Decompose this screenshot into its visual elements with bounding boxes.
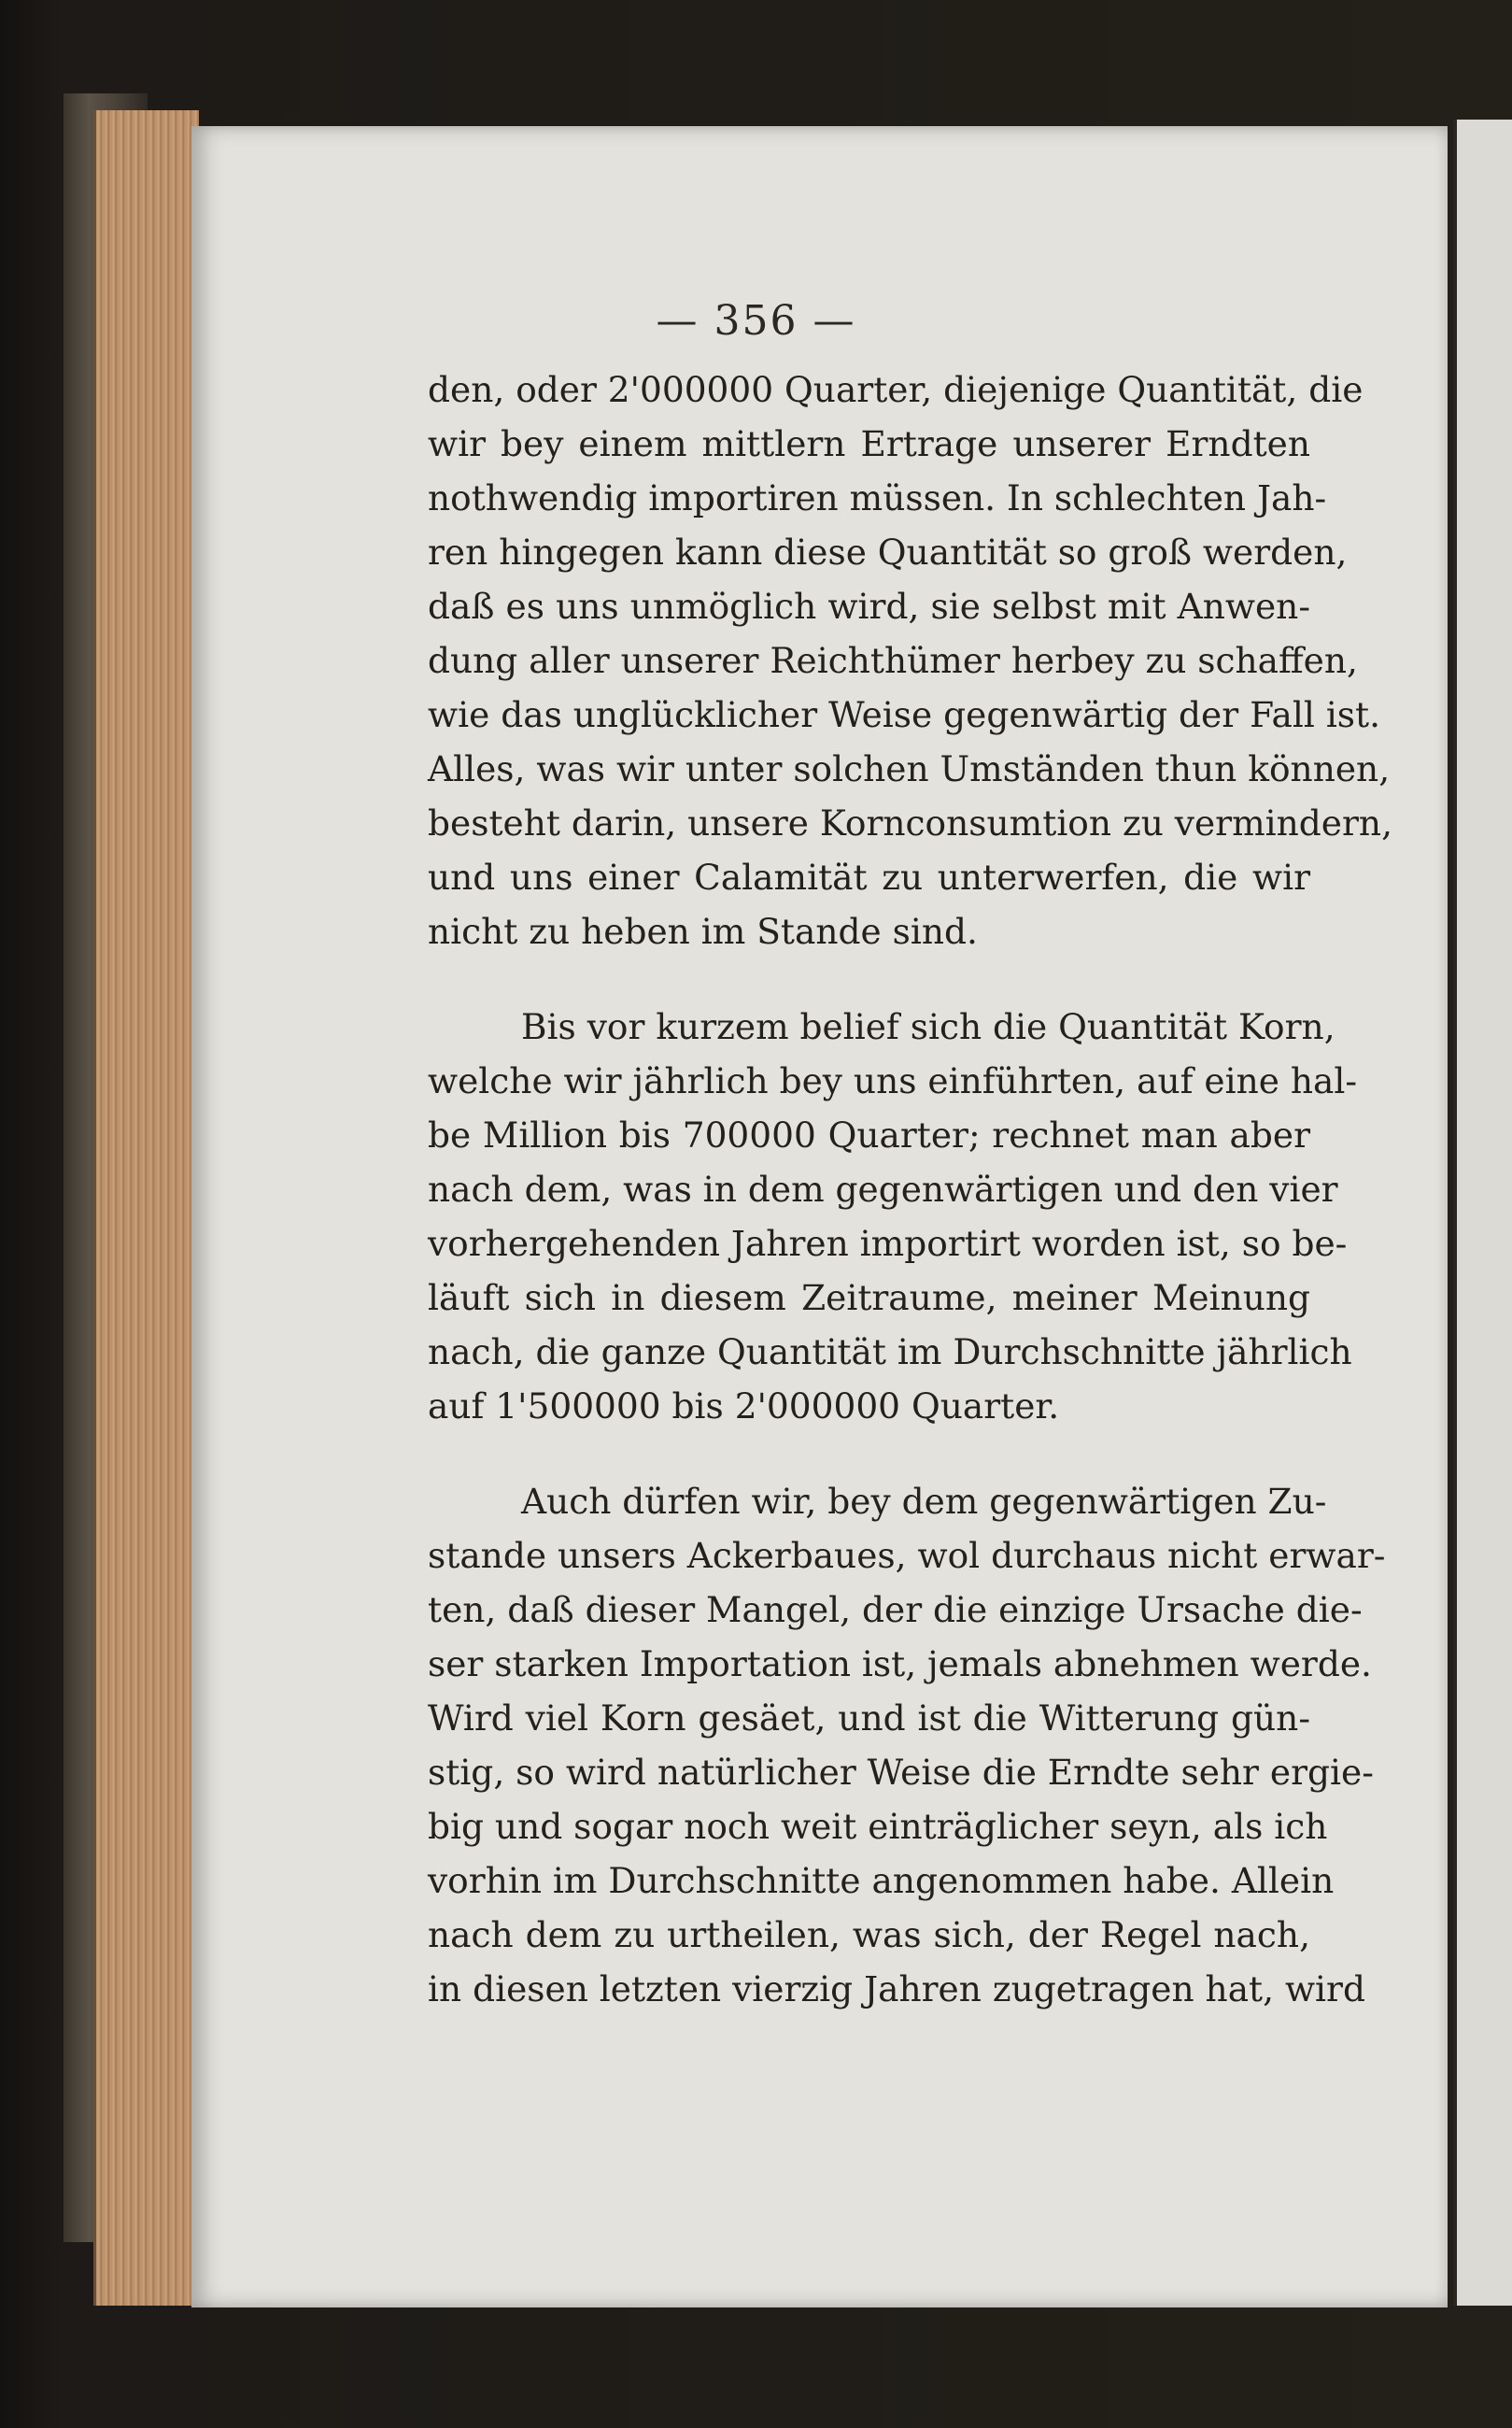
text-line: stig, so wird natürlicher Weise die Erndte sehr ergie- xyxy=(428,1752,1374,1793)
paragraph-gap xyxy=(428,958,1310,1000)
facing-page-edge xyxy=(1453,120,1512,2306)
text-line: nach dem zu urtheilen, was sich, der Regel nach, xyxy=(428,1914,1310,1955)
page-number: — 356 — xyxy=(656,297,856,345)
text-line: stande unsers Ackerbaues, wol durchaus nicht erwar- xyxy=(428,1535,1386,1576)
text-line: auf 1'500000 bis 2'000000 Quarter. xyxy=(428,1385,1060,1427)
text-line: besteht darin, unsere Kornconsumtion zu vermindern, xyxy=(428,802,1392,844)
text-line: nicht zu heben im Stande sind. xyxy=(428,911,978,952)
text-line: big und sogar noch weit einträglicher seyn, als ich xyxy=(428,1806,1328,1847)
text-line: vorhergehenden Jahren importirt worden ist, so be- xyxy=(428,1223,1348,1264)
text-line: Bis vor kurzem belief sich die Quantität Korn, xyxy=(521,1006,1335,1047)
text-line: wir bey einem mittlern Ertrage unserer Erndten xyxy=(428,423,1310,464)
text-line: wie das unglücklicher Weise gegenwärtig der Fall ist. xyxy=(428,694,1381,735)
text-line: Alles, was wir unter solchen Umständen thun können, xyxy=(428,748,1391,789)
text-line: ren hingegen kann diese Quantität so groß werden, xyxy=(428,532,1348,573)
text-line: Wird viel Korn gesäet, und ist die Witterung gün- xyxy=(428,1697,1310,1739)
text-line: nach dem, was in dem gegenwärtigen und den vier xyxy=(428,1169,1338,1210)
text-line: den, oder 2'000000 Quarter, diejenige Quantität, die xyxy=(428,369,1364,410)
text-line: in diesen letzten vierzig Jahren zugetragen hat, wird xyxy=(428,1968,1365,2009)
page-edges xyxy=(93,110,199,2306)
text-line: nothwendig importiren müssen. In schlechten Jah- xyxy=(428,477,1327,518)
text-line: nach, die ganze Quantität im Durchschnitte jährlich xyxy=(428,1331,1352,1372)
text-line: läuft sich in diesem Zeitraume, meiner Meinung xyxy=(428,1277,1310,1318)
text-line: dung aller unserer Reichthümer herbey zu schaffen, xyxy=(428,640,1358,681)
text-line: vorhin im Durchschnitte angenommen habe. Allein xyxy=(428,1860,1335,1901)
text-line: ten, daß dieser Mangel, der die einzige Ursache die- xyxy=(428,1589,1363,1630)
page-text xyxy=(428,362,1392,2016)
paragraph-gap xyxy=(428,1433,1310,1474)
text-line: ser starken Importation ist, jemals abnehmen werde. xyxy=(428,1643,1372,1684)
text-line: daß es uns unmöglich wird, sie selbst mit Anwen- xyxy=(428,586,1310,627)
text-line: Auch dürfen wir, bey dem gegenwärtigen Zu- xyxy=(521,1481,1327,1522)
text-line: welche wir jährlich bey uns einführten, auf eine hal- xyxy=(428,1060,1358,1101)
text-line: und uns einer Calamität zu unterwerfen, die wir xyxy=(428,857,1310,898)
text-line: be Million bis 700000 Quarter; rechnet man aber xyxy=(428,1115,1310,1156)
